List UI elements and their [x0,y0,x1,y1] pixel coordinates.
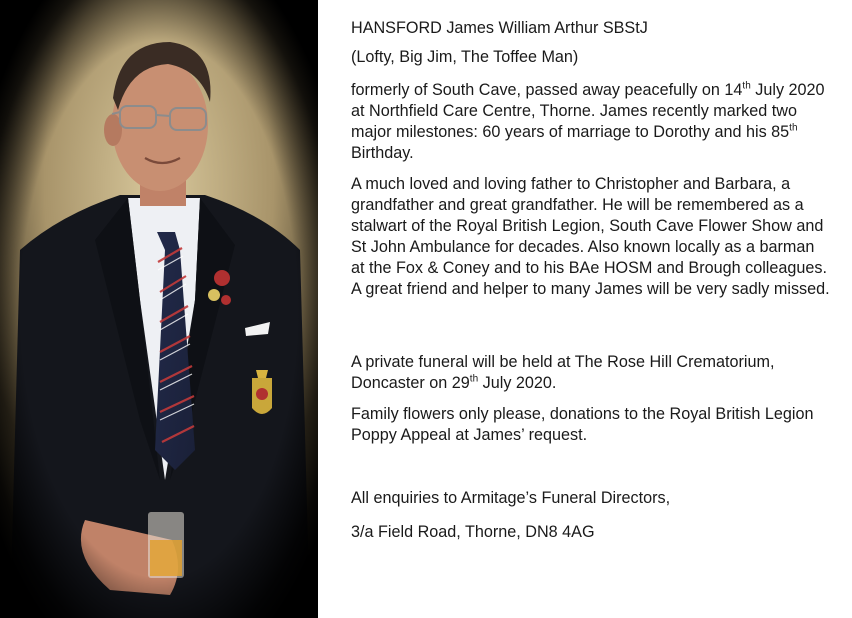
para1-part-a: formerly of South Cave, passed away peacefully on 14 [351,81,743,99]
nicknames: (Lofty, Big Jim, The Toffee Man) [351,48,579,66]
death-notice-paragraph [351,80,831,164]
funeral-part-b: July 2020. [478,374,557,392]
para1-part-c: Birthday. [351,144,414,162]
funeral-details [351,352,831,394]
family-tribute-paragraph: A much loved and loving father to Christopher and Barbara, a grandfather and great grandfather. He will be remembered as a stalwart of the Royal British Legion, South Cave Flower Show and St John Ambulance for decades. Also known locally as a barman at the Fox & Coney and to his BAe HOSM and Brough colleagues. A great friend and helper to many James will be very sadly missed. [351,175,830,298]
deceased-name: HANSFORD James William Arthur SBStJ [351,19,648,37]
funeral-director-address: 3/a Field Road, Thorne, DN8 4AG [351,523,595,541]
enquiries-line: All enquiries to Armitage’s Funeral Directors, [351,489,671,507]
ordinal-suffix: th [469,373,479,385]
obituary-text [351,18,831,543]
ordinal-suffix: th [742,80,751,92]
portrait-illustration [0,0,318,618]
ordinal-suffix: th [789,122,798,134]
para1-part-b: July 2020 at Northfield Care Centre, Thorne. James recently marked two major milestones: 60 years of marriage to Dorothy and his 85 [351,81,825,141]
portrait-photo [0,0,318,618]
funeral-part-a: A private funeral will be held at The Rose Hill Crematorium, Doncaster on 29 [351,353,775,392]
flowers-donations: Family flowers only please, donations to the Royal British Legion Poppy Appeal at James’ request. [351,405,814,444]
